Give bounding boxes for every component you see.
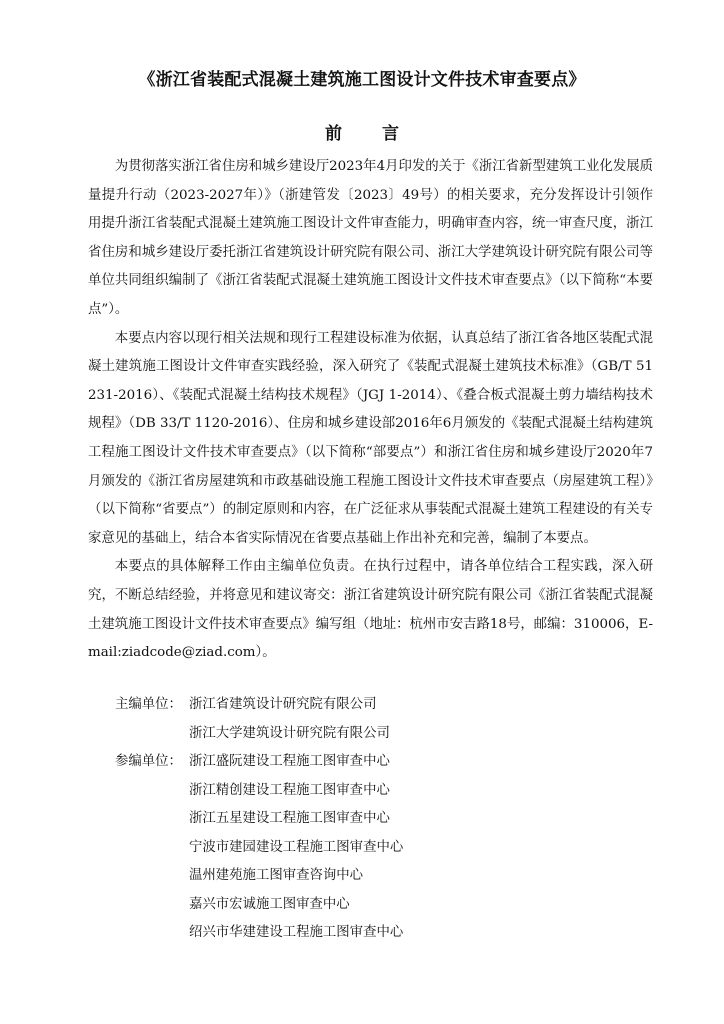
unit-name: 宁波市建园建设工程施工图审查中心 (189, 839, 404, 855)
participating-unit-label: 参编单位： (115, 754, 182, 769)
unit-name: 浙江精创建设工程施工图审查中心 (189, 782, 390, 798)
unit-name: 浙江五星建设工程施工图审查中心 (189, 811, 390, 826)
unit-row (115, 720, 655, 749)
unit-row (115, 777, 655, 806)
section-title-char: 言 (382, 124, 399, 144)
unit-row (115, 748, 655, 777)
unit-name: 温州建苑施工图审查咨询中心 (189, 868, 364, 883)
paragraph-basis: 本要点内容以现行相关法规和现行工程建设标准为依据，认真总结了浙江省各地区装配式混凝土建筑施工图设计文件审查实践经验，深入研究了《装配式混凝土建筑技术标准》（GB/T 51231-2016）、《装配式混凝土结构技术规程》（JGJ 1-2014）、《叠合板式混凝土剪力墙结构技术规程》（DB 33/T 1120-2016）、住房和城乡建设部2016年6月颁发的《装配式混凝土结构建筑工程施工图设计文件技术审查要点》（以下简称“部要点”）和浙江省住房和城乡建设厅2020年7月颁发的《浙江省房屋建筑和市政基础设施工程施工图设计文件技术审查要点（房屋建筑工程）》（以下简称“省要点”）的制定原则和内容，在广泛征求从事装配式混凝土建筑工程建设的有关专家意见的基础上，结合本省实际情况在省要点基础上作出补充和完善，编制了本要点。 (88, 330, 653, 546)
paragraph-contact: 本要点的具体解释工作由主编单位负责。在执行过程中，请各单位结合工程实践，深入研究，不断总结经验，并将意见和建议寄交：浙江省建筑设计研究院有限公司《浙江省装配式混凝土建筑施工图设计文件技术审查要点》编写组（地址：杭州市安吉路18号，邮编：310006，E-mail:ziadcode@ziad.com）。 (88, 559, 653, 661)
document-title: 《浙江省装配式混凝土建筑施工图设计文件技术审查要点》 (138, 70, 586, 90)
unit-name: 绍兴市华建建设工程施工图审查中心 (189, 925, 404, 940)
chief-unit-label: 主编单位： (115, 697, 182, 712)
unit-row (115, 862, 655, 891)
unit-list (115, 691, 655, 948)
unit-name: 浙江盛阮建设工程施工图审查中心 (189, 754, 390, 769)
section-title-preface (0, 120, 724, 148)
unit-name: 浙江省建筑设计研究院有限公司 (189, 697, 377, 712)
unit-name: 浙江大学建筑设计研究院有限公司 (189, 725, 390, 741)
unit-row (115, 891, 655, 920)
preface-body (88, 153, 653, 668)
paragraph-background: 为贯彻落实浙江省住房和城乡建设厅2023年4月印发的关于《浙江省新型建筑工业化发展质量提升行动（2023-2027年）》（浙建管发〔2023〕49号）的相关要求，充分发挥设计引领作用提升浙江省装配式混凝土建筑施工图设计文件审查能力，明确审查内容，统一审查尺度，浙江省住房和城乡建设厅委托浙江省建筑设计研究院有限公司、浙江大学建筑设计研究院有限公司等单位共同组织编制了《浙江省装配式混凝土建筑施工图设计文件技术审查要点》（以下简称“本要点”）。 (88, 159, 653, 317)
unit-row (115, 834, 655, 863)
unit-name: 嘉兴市宏诚施工图审查中心 (189, 896, 350, 912)
unit-row (115, 805, 655, 834)
section-title-char: 前 (325, 124, 342, 144)
unit-row (115, 691, 655, 720)
unit-row (115, 919, 655, 948)
